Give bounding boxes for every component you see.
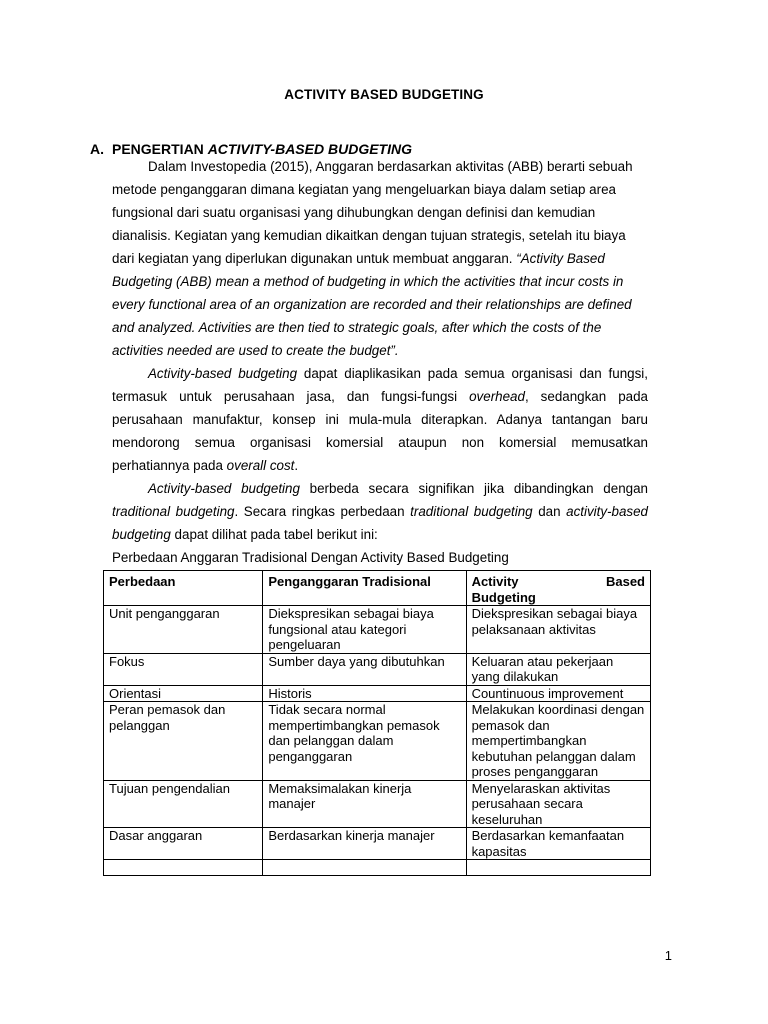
table-header-cell: Perbedaan <box>104 571 263 606</box>
table-cell: Berdasarkan kemanfaatan kapasitas <box>466 828 650 860</box>
para1-line3: fungsional dari suatu organisasi yang dihubungkan dengan definisi dan kemudian <box>112 205 596 220</box>
table-caption: Perbedaan Anggaran Tradisional Dengan Activity Based Budgeting <box>112 550 509 565</box>
table-cell: Melakukan koordinasi dengan pemasok dan mempertimbangkan kebutuhan pelanggan dalam proses penganggaran <box>466 702 650 781</box>
header3-line2: Budgeting <box>471 589 536 605</box>
table-cell: Peran pemasok dan pelanggan <box>104 702 263 781</box>
table-cell: Dasar anggaran <box>104 828 263 860</box>
table-cell: Berdasarkan kinerja manajer <box>263 828 466 860</box>
table-cell: Diekspresikan sebagai biaya fungsional atau kategori pengeluaran <box>263 606 466 654</box>
page-number: 1 <box>664 948 672 963</box>
table-cell: Diekspresikan sebagai biaya pelaksanaan aktivitas <box>466 606 650 654</box>
section-label-italic: ACTIVITY-BASED BUDGETING <box>207 141 412 157</box>
para1-quote-line4: activities needed are used to create the budget”. <box>112 343 399 358</box>
table-row <box>104 606 651 654</box>
document-title: ACTIVITY BASED BUDGETING <box>284 87 484 102</box>
para1-line4: dianalisis. Kegiatan yang kemudian dikaitkan dengan tujuan strategis, setelah itu biaya <box>112 228 626 243</box>
para1-line5-text: dari kegiatan yang diperlukan digunakan untuk membuat anggaran. <box>112 251 517 266</box>
table-cell: Keluaran atau pekerjaan yang dilakukan <box>466 653 650 685</box>
para1-quote-line3: and analyzed. Activities are then tied to strategic goals, after which the costs of the <box>112 320 602 335</box>
para1-line2: metode penganggaran dimana kegiatan yang mengeluarkan biaya dalam setiap area <box>112 182 616 197</box>
section-label: PENGERTIAN <box>112 141 208 157</box>
table-row <box>104 685 651 702</box>
table-cell-empty <box>104 860 263 876</box>
table-cell: Tujuan pengendalian <box>104 780 263 828</box>
table-cell: Memaksimalakan kinerja manajer <box>263 780 466 828</box>
table-row-empty <box>104 860 651 876</box>
table-cell: Historis <box>263 685 466 702</box>
table-cell: Tidak secara normal mempertimbangkan pemasok dan pelanggan dalam penganggaran <box>263 702 466 781</box>
table-cell: Sumber daya yang dibutuhkan <box>263 653 466 685</box>
comparison-table <box>103 570 651 876</box>
section-number: A. <box>90 141 104 157</box>
table-cell: Countinuous improvement <box>466 685 650 702</box>
table-cell: Orientasi <box>104 685 263 702</box>
table-cell: Menyelaraskan aktivitas perusahaan secara keseluruhan <box>466 780 650 828</box>
para1-quote-line2: every functional area of an organization are recorded and their relationships are defined <box>112 297 632 312</box>
header3-line1: Activity Based <box>471 574 645 589</box>
paragraph-2: Activity-based budgeting dapat diaplikasikan pada semua organisasi dan fungsi, termasuk untuk perusahaan jasa, dan fungsi-fungsi overhead, sedangkan pada perusahaan manufaktur, konsep ini mula-mula diterapkan. Adanya tantangan baru mendorong semua organisasi komersial ataupun non komersial memusatkan perhatiannya pada overall cost. <box>112 366 648 473</box>
table-row <box>104 780 651 828</box>
table-row <box>104 653 651 685</box>
table-cell: Fokus <box>104 653 263 685</box>
para1-line5 <box>112 247 648 270</box>
table-row <box>104 702 651 781</box>
para1-quote-line1: Budgeting (ABB) mean a method of budgeting in which the activities that incur costs in <box>112 274 624 289</box>
table-cell-empty <box>466 860 650 876</box>
table-header-row <box>104 571 651 606</box>
table-header-cell: Penganggaran Tradisional <box>263 571 466 606</box>
para1-line1: Dalam Investopedia (2015), Anggaran berdasarkan aktivitas (ABB) berarti sebuah <box>148 159 633 174</box>
paragraph-3: Activity-based budgeting berbeda secara signifikan jika dibandingkan dengan traditional budgeting. Secara ringkas perbedaan traditional budgeting dan activity-based budgeting dapat dilihat pada tabel berikut ini: <box>112 481 648 542</box>
table-cell: Unit penganggaran <box>104 606 263 654</box>
document-body <box>112 155 648 569</box>
para1-line5-quote: “Activity Based <box>516 251 605 266</box>
table-row <box>104 828 651 860</box>
table-cell-empty <box>263 860 466 876</box>
table-header-cell <box>466 571 650 606</box>
